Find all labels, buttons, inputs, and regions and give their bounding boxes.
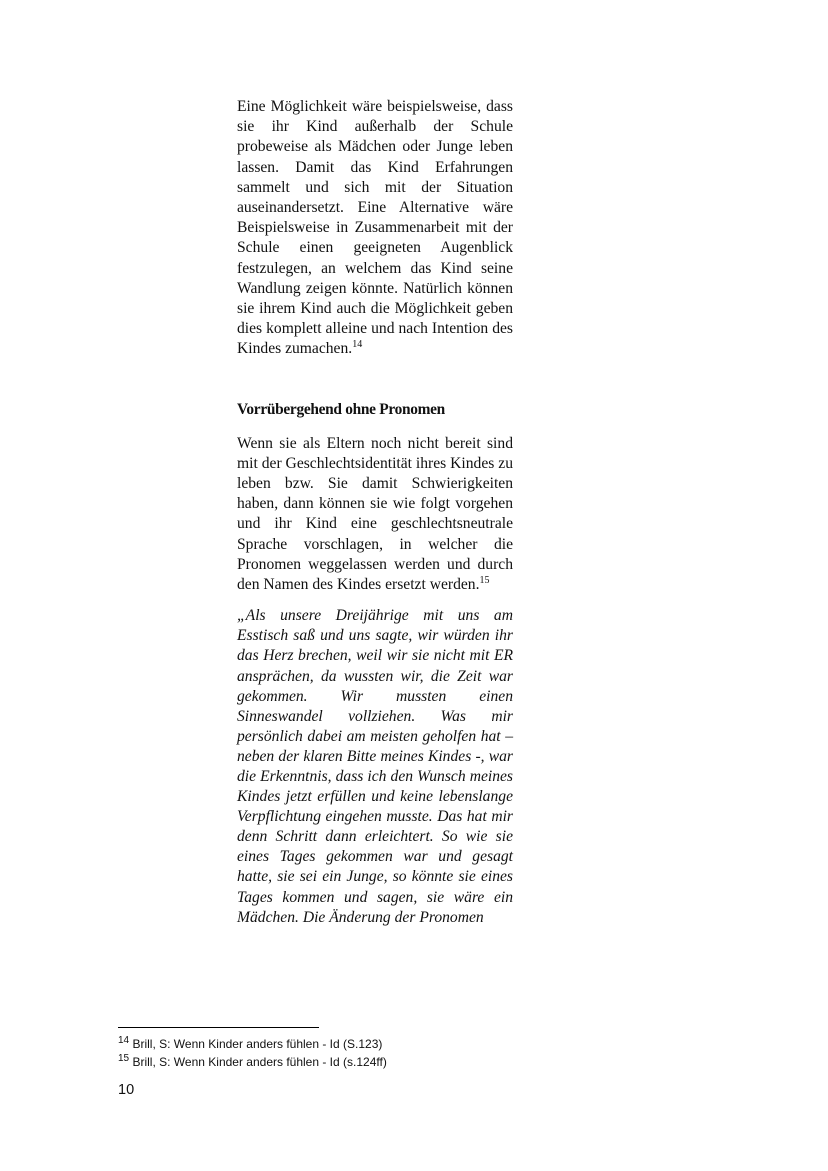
- footnote-text: Brill, S: Wenn Kinder anders fühlen - Id (s.124ff): [132, 1054, 387, 1069]
- paragraph-text: Wenn sie als Eltern noch nicht bereit sind mit der Geschlechtsidentität ihres Kindes zu leben bzw. Sie damit Schwierigkeiten haben, dann können sie wie folgt vorgehen und ihr Kind eine geschlechtsneutrale Sprache vorschlagen, in welcher die Pronomen weggelassen werden und durch den Namen des Kindes ersetzt werden.: [237, 434, 513, 594]
- footnote-15: [118, 1054, 387, 1072]
- page-number: 10: [118, 1082, 135, 1098]
- footnote-number: 14: [118, 1035, 130, 1046]
- footnotes: [118, 1036, 387, 1071]
- footnote-number: 15: [118, 1052, 130, 1064]
- paragraph-possibility: [237, 97, 513, 360]
- footnote-14: [118, 1036, 387, 1054]
- footnote-ref[interactable]: 14: [352, 339, 363, 351]
- section-heading: Vorrübergehend ohne Pronomen: [237, 400, 445, 418]
- footnote-text: Brill, S: Wenn Kinder anders fühlen - Id (S.123): [132, 1037, 383, 1051]
- block-quote: „Als unsere Dreijährige mit uns am Esstisch saß und uns sagte, wir würden ihr das Herz brechen, weil wir sie nicht mit ER ansprächen, da wussten wir, die Zeit war gekommen. Wir mussten einen Sinneswandel vollziehen. Was mir persönlich dabei am meisten geholfen hat – neben der klaren Bitte meines Kindes -, war die Erkenntnis, dass ich den Wunsch meines Kindes jetzt erfüllen und keine lebenslange Verpflichtung eingehen musste. Das hat mir denn Schritt dann erleichtert. So wie sie eines Tages gekommen war und gesagt hatte, sie sei ein Junge, so könnte sie eines Tages kommen und sagen, sie wäre ein Mädchen. Die Änderung der Pronomen: [237, 607, 513, 926]
- footnote-divider: [118, 1027, 319, 1028]
- paragraph-parents: [237, 434, 513, 596]
- text-column: [237, 97, 513, 928]
- paragraph-text: Eine Möglichkeit wäre beispielsweise, dass sie ihr Kind außerhalb der Schule probeweise als Mädchen oder Junge leben lassen. Damit das Kind Erfahrungen sammelt und sich mit der Situation auseinandersetzt. Eine Alternative wäre Beispielsweise in Zusammenarbeit mit der Schule einen geeigneten Augenblick festzulegen, an welchem das Kind seine Wandlung zeigen könnte. Natürlich können sie ihrem Kind auch die Möglichkeit geben dies komplett alleine und nach Intention des Kindes zumachen.: [237, 98, 513, 358]
- footnote-ref[interactable]: 15: [479, 574, 490, 586]
